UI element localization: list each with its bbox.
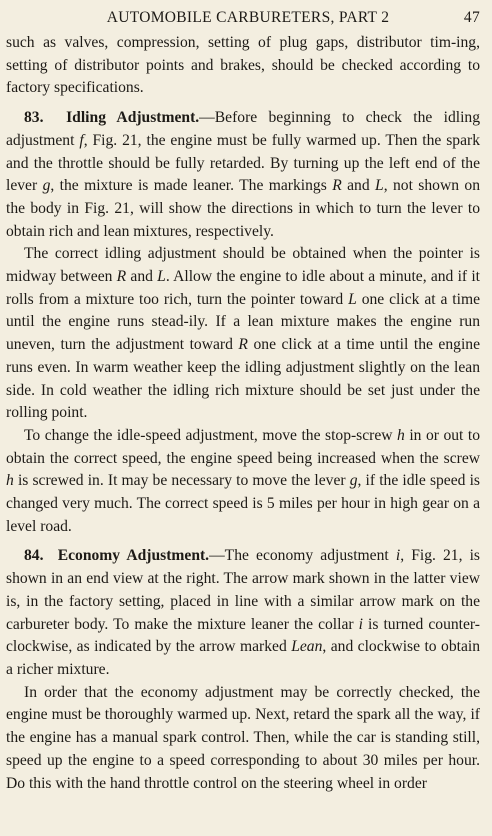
symbol-L: L	[348, 290, 357, 308]
section-number: 83.	[24, 109, 44, 127]
symbol-h: h	[397, 426, 405, 444]
text-run: . Allow the engine to idle about a minute, and if it rolls from a mixture too rich, turn the pointer toward	[6, 268, 481, 308]
text-run: , not shown on the body in Fig. 21, will show the directions in which to turn the lever to obtain rich and lean mixtures, respectively.	[6, 177, 480, 240]
symbol-g: g	[349, 472, 358, 490]
section-heading: Idling Adjustment.	[66, 109, 200, 127]
body-text	[6, 32, 480, 795]
symbol-h: h	[6, 472, 14, 490]
paragraph-idle-speed	[6, 425, 480, 539]
heading-dash: —	[209, 547, 225, 565]
running-head	[6, 4, 480, 32]
section-number: 84.	[24, 547, 44, 565]
symbol-R: R	[238, 336, 248, 354]
symbol-g: g	[42, 177, 51, 195]
text-run: , Fig. 21, is shown in an end view at the right. The arrow mark shown in the latter view is, in the factory setting, placed in line with a similar arrow mark on the carbureter body. To make the mixture leaner the collar	[6, 547, 481, 633]
symbol-i: i	[358, 615, 363, 633]
text-run: , Fig. 21, the engine must be fully warmed up. Then the spark and the throttle should be fully retarded. By turning up the left end of the lever	[6, 131, 481, 195]
symbol-i: i	[395, 547, 401, 565]
page-number: 47	[463, 9, 480, 26]
text-run: The correct idling adjustment should be obtained when the pointer is midway between	[6, 245, 480, 286]
text-run: in or out to obtain the correct speed, the engine speed being increased when the screw	[6, 426, 480, 467]
text-run: , if the idle speed is changed very much. The correct speed is 5 miles per hour in high gear on a level road.	[6, 472, 480, 535]
paragraph-pointer-adjustment	[6, 243, 480, 425]
text-run: one click at a time until the engine runs even. In warm weather keep the idling adjustment slightly on the lean side. In cold weather the idling rich mixture should be set just under the rolling point.	[6, 336, 480, 422]
paragraph-continued	[6, 32, 480, 100]
text-run: one click at a time until the engine runs stead-ily. If a lean mixture makes the engine run uneven, turn the adjustment toward	[6, 290, 480, 354]
text-run: To change the idle-speed adjustment, move the stop-screw	[24, 426, 398, 444]
heading-dash: —	[199, 109, 215, 127]
text-run: and	[126, 268, 158, 286]
symbol-L: L	[157, 268, 166, 286]
symbol-f: f	[79, 131, 84, 149]
paragraph-economy-check	[6, 682, 480, 796]
text-run: is screwed in. It may be necessary to move the lever	[13, 472, 350, 490]
text-run: and	[341, 177, 376, 195]
text-run: , and clockwise to obtain a richer mixture.	[6, 638, 480, 678]
text-run: The economy adjustment	[224, 547, 396, 565]
symbol-R: R	[116, 268, 127, 286]
paragraph-text: such as valves, compression, setting of plug gaps, distributor tim-ing, setting of distributor points and brakes, should be checked according to factory specifications.	[6, 34, 480, 97]
text-run: is turned counter-clockwise, as indicated by the arrow marked	[6, 615, 480, 656]
symbol-L: L	[375, 177, 384, 195]
section-84-economy-adjustment	[6, 545, 480, 681]
lean-label: Lean	[291, 638, 323, 656]
text-run: Before beginning to check the idling adjustment	[6, 109, 480, 149]
paragraph-text: In order that the economy adjustment may be correctly checked, the engine must be thoroughly warmed up. Next, retard the spark all the way, if the engine has a manual spark control. Then, while the car is standing still, speed up the engine to a speed corresponding to about 30 miles per hour. Do this with the hand throttle control on the steering wheel in order	[6, 683, 480, 792]
section-heading: Economy Adjustment.	[57, 547, 210, 565]
section-83-idling-adjustment	[6, 107, 480, 243]
running-head-title: AUTOMOBILE CARBURETERS, PART 2	[106, 9, 390, 26]
text-run: , the mixture is made leaner. The markings	[50, 177, 333, 195]
symbol-R: R	[332, 177, 342, 195]
